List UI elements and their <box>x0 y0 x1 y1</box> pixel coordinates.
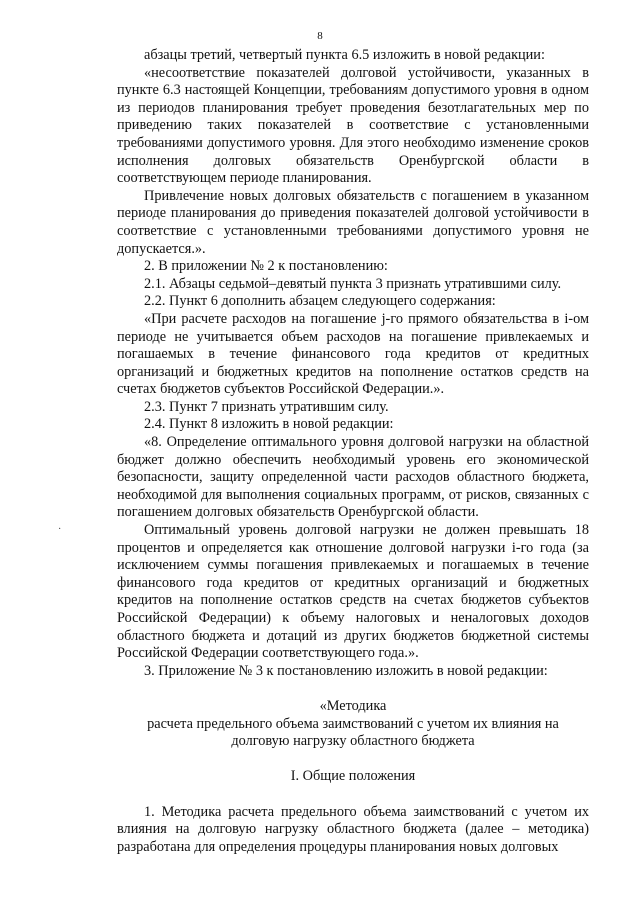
paragraph-7: «При расчете расходов на погашение j-го прямого обязательства в i-ом периоде не учитывается объем расходов на погашение привлекаемых и погашаемых в течение финансового года кредитов от кредитных организаций и бюджетных кредитов на пополнение остатков средств на счетах бюджетов субъектов Российской Федерации.». <box>117 310 589 398</box>
paragraph-1: абзацы третий, четвертый пункта 6.5 изложить в новой редакции: <box>144 47 545 63</box>
methodology-title: «Методика <box>319 697 387 714</box>
methodology-subtitle: расчета предельного объема заимствований с учетом их влияния на долговую нагрузку областного бюджета <box>147 715 559 750</box>
page-number: 8 <box>317 30 323 42</box>
paragraph-9: 2.4. Пункт 8 изложить в новой редакции: <box>144 416 394 433</box>
paragraph-8: 2.3. Пункт 7 признать утратившим силу. <box>144 398 389 415</box>
paragraph-11: Оптимальный уровень долговой нагрузки не должен превышать 18 процентов и определяется как отношение долговой нагрузки i-го года (за исключением суммы погашения привлекаемых и погашаемых в течение финансового года кредитов от кредитных организаций и бюджетных кредитов на пополнение остатков средств на счетах бюджетов субъектов Российской Федерации) к объему налоговых и неналоговых доходов областного бюджета и дотаций из других бюджетов бюджетной системы Российской Федерации соответствующего года.». <box>117 522 589 662</box>
paragraph-3: Привлечение новых долговых обязательств с погашением в указанном периоде планирования до приведения показателей долговой устойчивости в соответствие с установленными требованиями допустимого уровня не допускается.». <box>117 187 589 257</box>
paragraph-5: 2.1. Абзацы седьмой–девятый пункта 3 признать утратившими силу. <box>144 275 562 292</box>
final-paragraph: 1. Методика расчета предельного объема заимствований с учетом их влияния на долговую нагрузку областного бюджета (далее – методика) разработана для определения процедуры планирования новых долговых <box>117 803 589 855</box>
document-body <box>117 47 589 856</box>
paragraph-6: 2.2. Пункт 6 дополнить абзацем следующего содержания: <box>144 293 496 310</box>
section-heading: I. Общие положения <box>290 768 416 785</box>
paragraph-12: 3. Приложение № 3 к постановлению изложить в новой редакции: <box>144 662 548 679</box>
paragraph-10: «8. Определение оптимального уровня долговой нагрузки на областной бюджет должно обеспечить необходимый уровень его экономической безопасности, защиту определенной части расходов областного бюджета, необходимой для выполнения социальных программ, от рисков, связанных с погашением долговых обязательств Оренбургской области. <box>117 434 589 521</box>
paragraph-2: «несоответствие показателей долговой устойчивости, указанных в пункте 6.3 настоящей Концепции, требованиям допустимого уровня в одном из периодов планирования требует проведения безотлагательных мер по приведению таких показателей в соответствие с установленными требованиями допустимого уровня. Для этого необходимо изменение сроков исполнения долговых обязательств Оренбургской области в соответствующем периоде планирования. <box>117 64 589 187</box>
margin-mark: · <box>58 524 62 535</box>
paragraph-4: 2. В приложении № 2 к постановлению: <box>144 258 388 275</box>
